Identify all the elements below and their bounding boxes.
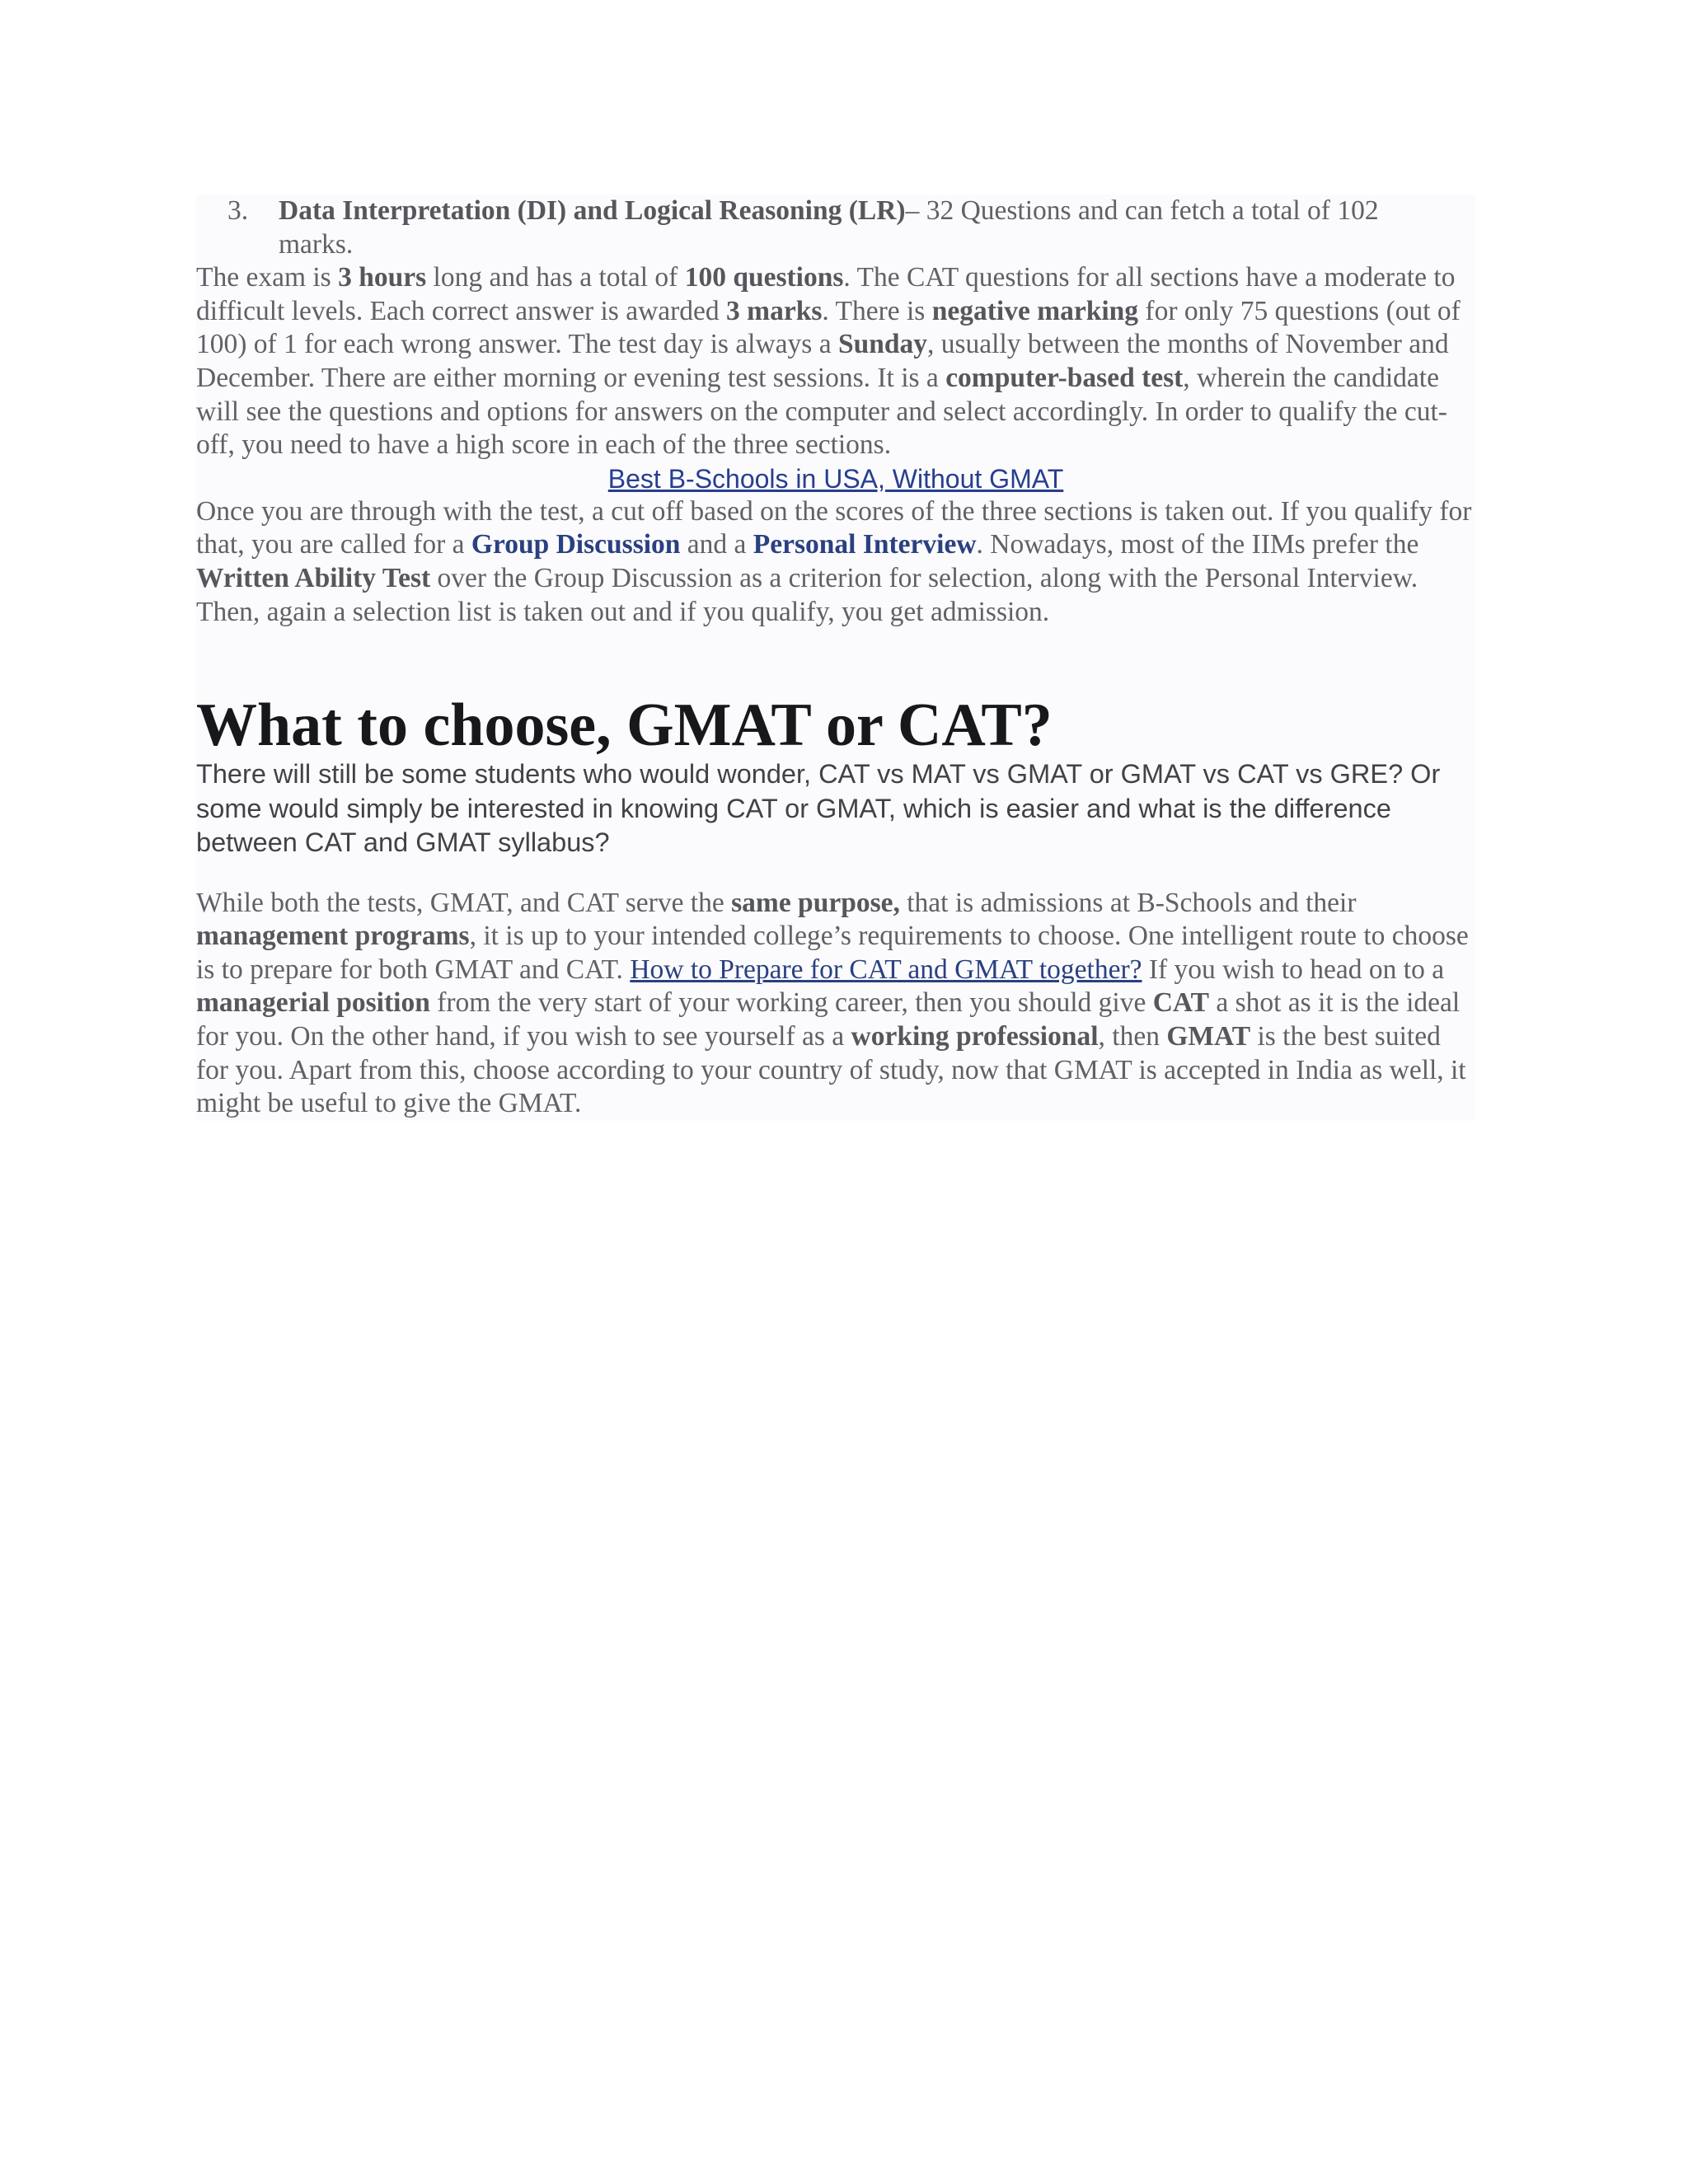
text-run: The exam is bbox=[196, 262, 339, 293]
list-item bbox=[196, 194, 1475, 261]
text-run: and a bbox=[680, 529, 753, 560]
bold-run: Sunday bbox=[837, 329, 927, 360]
bold-run: working professional bbox=[851, 1021, 1099, 1052]
intro-paragraph: There will still be some students who would wonder, CAT vs MAT vs GMAT or GMAT vs CAT vs GRE? Or some would simply be interested in knowing CAT or GMAT, which is easier and what is the difference between CAT and GMAT syllabus? bbox=[196, 759, 1441, 858]
section-heading: What to choose, GMAT or CAT? bbox=[196, 691, 1053, 760]
bold-run: management programs bbox=[196, 921, 470, 952]
prepare-together-link[interactable]: How to Prepare for CAT and GMAT together? bbox=[630, 954, 1142, 985]
spacer bbox=[196, 629, 1475, 693]
text-run: Once you are through with the test, a cut off based on the scores of the three sections is taken out. If you qualify for that, you are called for a bbox=[196, 495, 1472, 560]
text-run: If you wish to head on to a bbox=[1142, 954, 1445, 985]
text-run: . The CAT questions for all sections have a moderate to difficult levels. Each correct answer is awarded bbox=[196, 262, 1456, 326]
text-run: is the best suited for you. Apart from this, choose according to your country of study, now that GMAT is accepted in India as well, it might be useful to give the GMAT. bbox=[196, 1021, 1466, 1119]
bold-run: 3 hours bbox=[338, 262, 427, 293]
exam-sections-list bbox=[196, 194, 1475, 261]
list-item-text: – 32 Questions and can fetch a total of 102 marks. bbox=[279, 195, 1379, 260]
text-run: , it is up to your intended college’s requirements to choose. One intelligent route to choose is to prepare for both GMAT and CAT. bbox=[196, 921, 1469, 985]
bold-run: 3 marks bbox=[726, 295, 823, 326]
personal-interview-link[interactable]: Personal Interview bbox=[753, 529, 977, 560]
text-run: , usually between the months of November and December. There are either morning or evening test sessions. It is a bbox=[196, 329, 1449, 393]
bold-run: 100 questions bbox=[684, 262, 844, 293]
bold-run: managerial position bbox=[196, 987, 430, 1019]
text-run: . Nowadays, most of the IIMs prefer the bbox=[976, 529, 1419, 560]
best-bschools-link[interactable]: Best B-Schools in USA, Without GMAT bbox=[607, 463, 1064, 494]
bold-run: CAT bbox=[1152, 987, 1209, 1019]
text-run: , wherein the candidate will see the questions and options for answers on the computer and select accordingly. In order to qualify the cut-off, you need to have a high score in each of the three sections. bbox=[196, 362, 1447, 461]
bold-run: same purpose, bbox=[731, 887, 900, 918]
bold-run: GMAT bbox=[1166, 1021, 1251, 1052]
bold-run: negative marking bbox=[931, 295, 1139, 326]
text-run: a shot as it is the ideal for you. On the other hand, if you wish to see yourself as a bbox=[196, 987, 1461, 1052]
document-body bbox=[196, 194, 1475, 1121]
exam-details-paragraph bbox=[196, 261, 1475, 462]
text-run: , then bbox=[1098, 1021, 1167, 1052]
text-run: While both the tests, GMAT, and CAT serve the bbox=[196, 887, 732, 918]
text-run: . There is bbox=[822, 295, 932, 326]
list-item-title: Data Interpretation (DI) and Logical Reasoning (LR) bbox=[279, 195, 906, 226]
spacer bbox=[196, 860, 1475, 887]
bold-run: Written Ability Test bbox=[196, 562, 431, 593]
group-discussion-link[interactable]: Group Discussion bbox=[471, 529, 681, 560]
text-run: long and has a total of bbox=[426, 262, 685, 293]
selection-process-paragraph bbox=[196, 495, 1475, 629]
text-run: over the Group Discussion as a criterion for selection, along with the Personal Interview. Then, again a selection list is taken out and if you qualify, you get admission. bbox=[196, 562, 1418, 627]
bold-run: computer-based test bbox=[945, 362, 1184, 393]
list-number: 3. bbox=[227, 195, 249, 226]
choose-paragraph bbox=[196, 887, 1475, 1121]
text-run: that is admissions at B-Schools and their bbox=[899, 887, 1357, 918]
text-run: for only 75 questions (out of 100) of 1 for each wrong answer. The test day is always a bbox=[196, 295, 1461, 360]
text-run: from the very start of your working career, then you should give bbox=[429, 987, 1153, 1019]
